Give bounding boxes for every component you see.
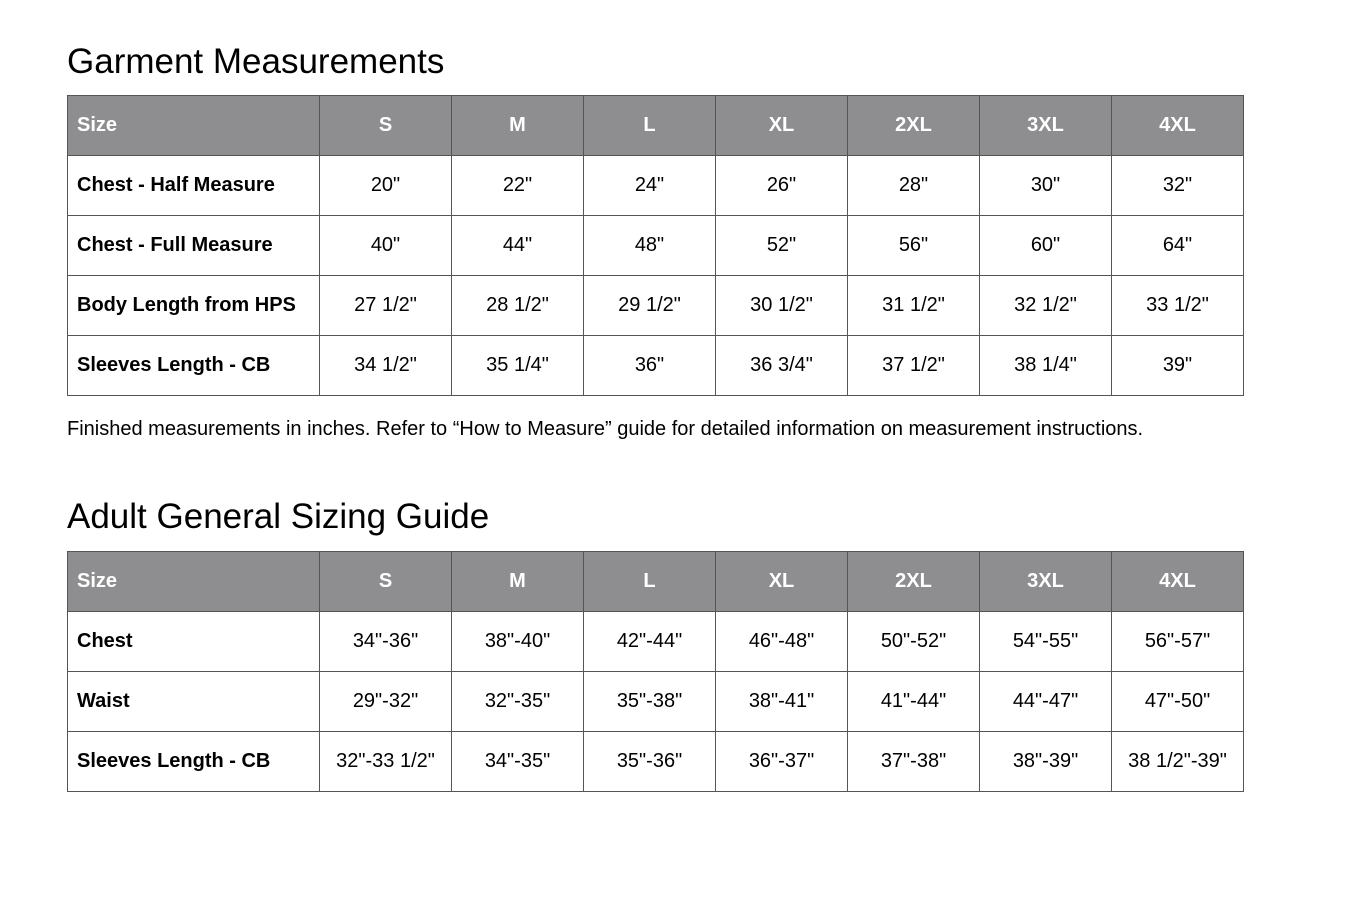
measurement-cell: 32"-33 1/2" xyxy=(320,732,452,792)
measurement-cell: 42"-44" xyxy=(584,612,716,672)
row-label: Body Length from HPS xyxy=(68,276,320,336)
table-row xyxy=(68,672,1244,732)
measurement-cell: 40" xyxy=(320,216,452,276)
row-label: Chest - Half Measure xyxy=(68,156,320,216)
sizing-guide-table xyxy=(67,551,1244,792)
measurement-cell: 38 1/4" xyxy=(980,336,1112,396)
header-size-4xl: 4XL xyxy=(1112,96,1244,156)
measurement-cell: 38"-40" xyxy=(452,612,584,672)
measurement-cell: 33 1/2" xyxy=(1112,276,1244,336)
measurement-cell: 29"-32" xyxy=(320,672,452,732)
row-label: Sleeves Length - CB xyxy=(68,732,320,792)
measurement-cell: 50"-52" xyxy=(848,612,980,672)
measurement-cell: 22" xyxy=(452,156,584,216)
header-size-xl: XL xyxy=(716,552,848,612)
header-size-s: S xyxy=(320,96,452,156)
measurement-cell: 36" xyxy=(584,336,716,396)
measurement-cell: 30 1/2" xyxy=(716,276,848,336)
header-size-l: L xyxy=(584,552,716,612)
measurement-note: Finished measurements in inches. Refer to “How to Measure” guide for detailed information on measurement instructions. xyxy=(67,418,1144,440)
row-label: Chest xyxy=(68,612,320,672)
measurement-cell: 20" xyxy=(320,156,452,216)
measurement-cell: 36 3/4" xyxy=(716,336,848,396)
header-size-l: L xyxy=(584,96,716,156)
table-row xyxy=(68,276,1244,336)
measurement-cell: 32 1/2" xyxy=(980,276,1112,336)
measurement-cell: 46"-48" xyxy=(716,612,848,672)
measurement-cell: 26" xyxy=(716,156,848,216)
table-row xyxy=(68,336,1244,396)
measurement-cell: 28 1/2" xyxy=(452,276,584,336)
measurement-cell: 37"-38" xyxy=(848,732,980,792)
measurement-cell: 27 1/2" xyxy=(320,276,452,336)
header-size-label: Size xyxy=(68,96,320,156)
measurement-cell: 41"-44" xyxy=(848,672,980,732)
measurement-cell: 34"-35" xyxy=(452,732,584,792)
measurement-cell: 39" xyxy=(1112,336,1244,396)
measurement-cell: 35"-38" xyxy=(584,672,716,732)
measurement-cell: 34"-36" xyxy=(320,612,452,672)
measurement-cell: 38"-39" xyxy=(980,732,1112,792)
measurement-cell: 35"-36" xyxy=(584,732,716,792)
sizing-guide-title: Adult General Sizing Guide xyxy=(67,497,490,536)
measurement-cell: 31 1/2" xyxy=(848,276,980,336)
row-label: Chest - Full Measure xyxy=(68,216,320,276)
table-row xyxy=(68,216,1244,276)
table-row xyxy=(68,612,1244,672)
table-header-row xyxy=(68,552,1244,612)
header-size-m: M xyxy=(452,96,584,156)
header-size-2xl: 2XL xyxy=(848,96,980,156)
measurement-cell: 38"-41" xyxy=(716,672,848,732)
measurement-cell: 36"-37" xyxy=(716,732,848,792)
header-size-label: Size xyxy=(68,552,320,612)
header-size-3xl: 3XL xyxy=(980,96,1112,156)
measurement-cell: 56" xyxy=(848,216,980,276)
measurement-cell: 52" xyxy=(716,216,848,276)
measurement-cell: 37 1/2" xyxy=(848,336,980,396)
table-row xyxy=(68,156,1244,216)
header-size-xl: XL xyxy=(716,96,848,156)
header-size-4xl: 4XL xyxy=(1112,552,1244,612)
measurement-cell: 44"-47" xyxy=(980,672,1112,732)
measurement-cell: 32" xyxy=(1112,156,1244,216)
garment-measurements-table xyxy=(67,95,1244,396)
measurement-cell: 29 1/2" xyxy=(584,276,716,336)
garment-measurements-title: Garment Measurements xyxy=(67,42,445,81)
measurement-cell: 56"-57" xyxy=(1112,612,1244,672)
measurement-cell: 24" xyxy=(584,156,716,216)
measurement-cell: 32"-35" xyxy=(452,672,584,732)
measurement-cell: 47"-50" xyxy=(1112,672,1244,732)
row-label: Waist xyxy=(68,672,320,732)
measurement-cell: 48" xyxy=(584,216,716,276)
header-size-2xl: 2XL xyxy=(848,552,980,612)
measurement-cell: 34 1/2" xyxy=(320,336,452,396)
measurement-cell: 28" xyxy=(848,156,980,216)
measurement-cell: 60" xyxy=(980,216,1112,276)
measurement-cell: 38 1/2"-39" xyxy=(1112,732,1244,792)
measurement-cell: 44" xyxy=(452,216,584,276)
measurement-cell: 64" xyxy=(1112,216,1244,276)
row-label: Sleeves Length - CB xyxy=(68,336,320,396)
measurement-cell: 35 1/4" xyxy=(452,336,584,396)
header-size-m: M xyxy=(452,552,584,612)
table-header-row xyxy=(68,96,1244,156)
measurement-cell: 54"-55" xyxy=(980,612,1112,672)
measurement-cell: 30" xyxy=(980,156,1112,216)
table-row xyxy=(68,732,1244,792)
header-size-s: S xyxy=(320,552,452,612)
header-size-3xl: 3XL xyxy=(980,552,1112,612)
